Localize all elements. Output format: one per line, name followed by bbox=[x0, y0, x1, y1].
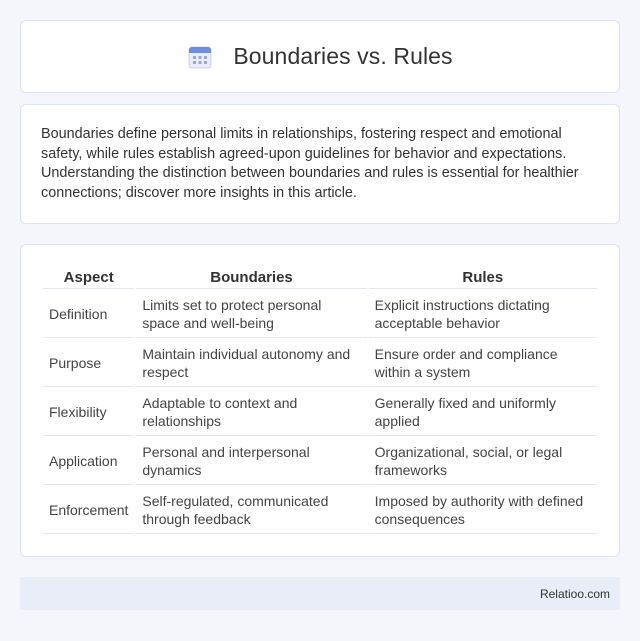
page-title: Boundaries vs. Rules bbox=[233, 43, 453, 69]
row-aspect: Purpose bbox=[43, 340, 134, 387]
table-row bbox=[43, 340, 597, 387]
row-boundaries: Adaptable to context and relationships bbox=[136, 389, 366, 436]
row-boundaries: Self-regulated, communicated through feedback bbox=[136, 487, 366, 534]
intro-card bbox=[20, 104, 620, 224]
row-aspect: Enforcement bbox=[43, 487, 134, 534]
table-row bbox=[43, 487, 597, 534]
table-row bbox=[43, 389, 597, 436]
footer-site-link[interactable]: Relatioo.com bbox=[539, 586, 610, 601]
row-boundaries: Maintain individual autonomy and respect bbox=[136, 340, 366, 387]
row-rules: Ensure order and compliance within a system bbox=[369, 340, 597, 387]
row-aspect: Flexibility bbox=[43, 389, 134, 436]
header-aspect: Aspect bbox=[43, 267, 134, 289]
table-row bbox=[43, 291, 597, 338]
calendar-icon bbox=[187, 44, 213, 70]
row-rules: Generally fixed and uniformly applied bbox=[369, 389, 597, 436]
comparison-table-card bbox=[20, 244, 620, 557]
row-boundaries: Limits set to protect personal space and well-being bbox=[136, 291, 366, 338]
table-header-row bbox=[43, 267, 597, 289]
header-rules: Rules bbox=[369, 267, 597, 289]
title-card bbox=[20, 20, 620, 93]
row-rules: Organizational, social, or legal frameworks bbox=[369, 438, 597, 485]
intro-text: Boundaries define personal limits in relationships, fostering respect and emotional safety, while rules establish agreed-upon guidelines for behavior and expectations. Understanding the distinction between boundaries and rules is essential for healthier connections; discover more insights in this article. bbox=[41, 126, 579, 201]
row-boundaries: Personal and interpersonal dynamics bbox=[136, 438, 366, 485]
row-rules: Imposed by authority with defined consequences bbox=[369, 487, 597, 534]
table-row bbox=[43, 438, 597, 485]
header-boundaries: Boundaries bbox=[136, 267, 366, 289]
row-aspect: Definition bbox=[43, 291, 134, 338]
comparison-table bbox=[41, 265, 599, 536]
row-aspect: Application bbox=[43, 438, 134, 485]
footer bbox=[20, 577, 620, 610]
row-rules: Explicit instructions dictating acceptable behavior bbox=[369, 291, 597, 338]
